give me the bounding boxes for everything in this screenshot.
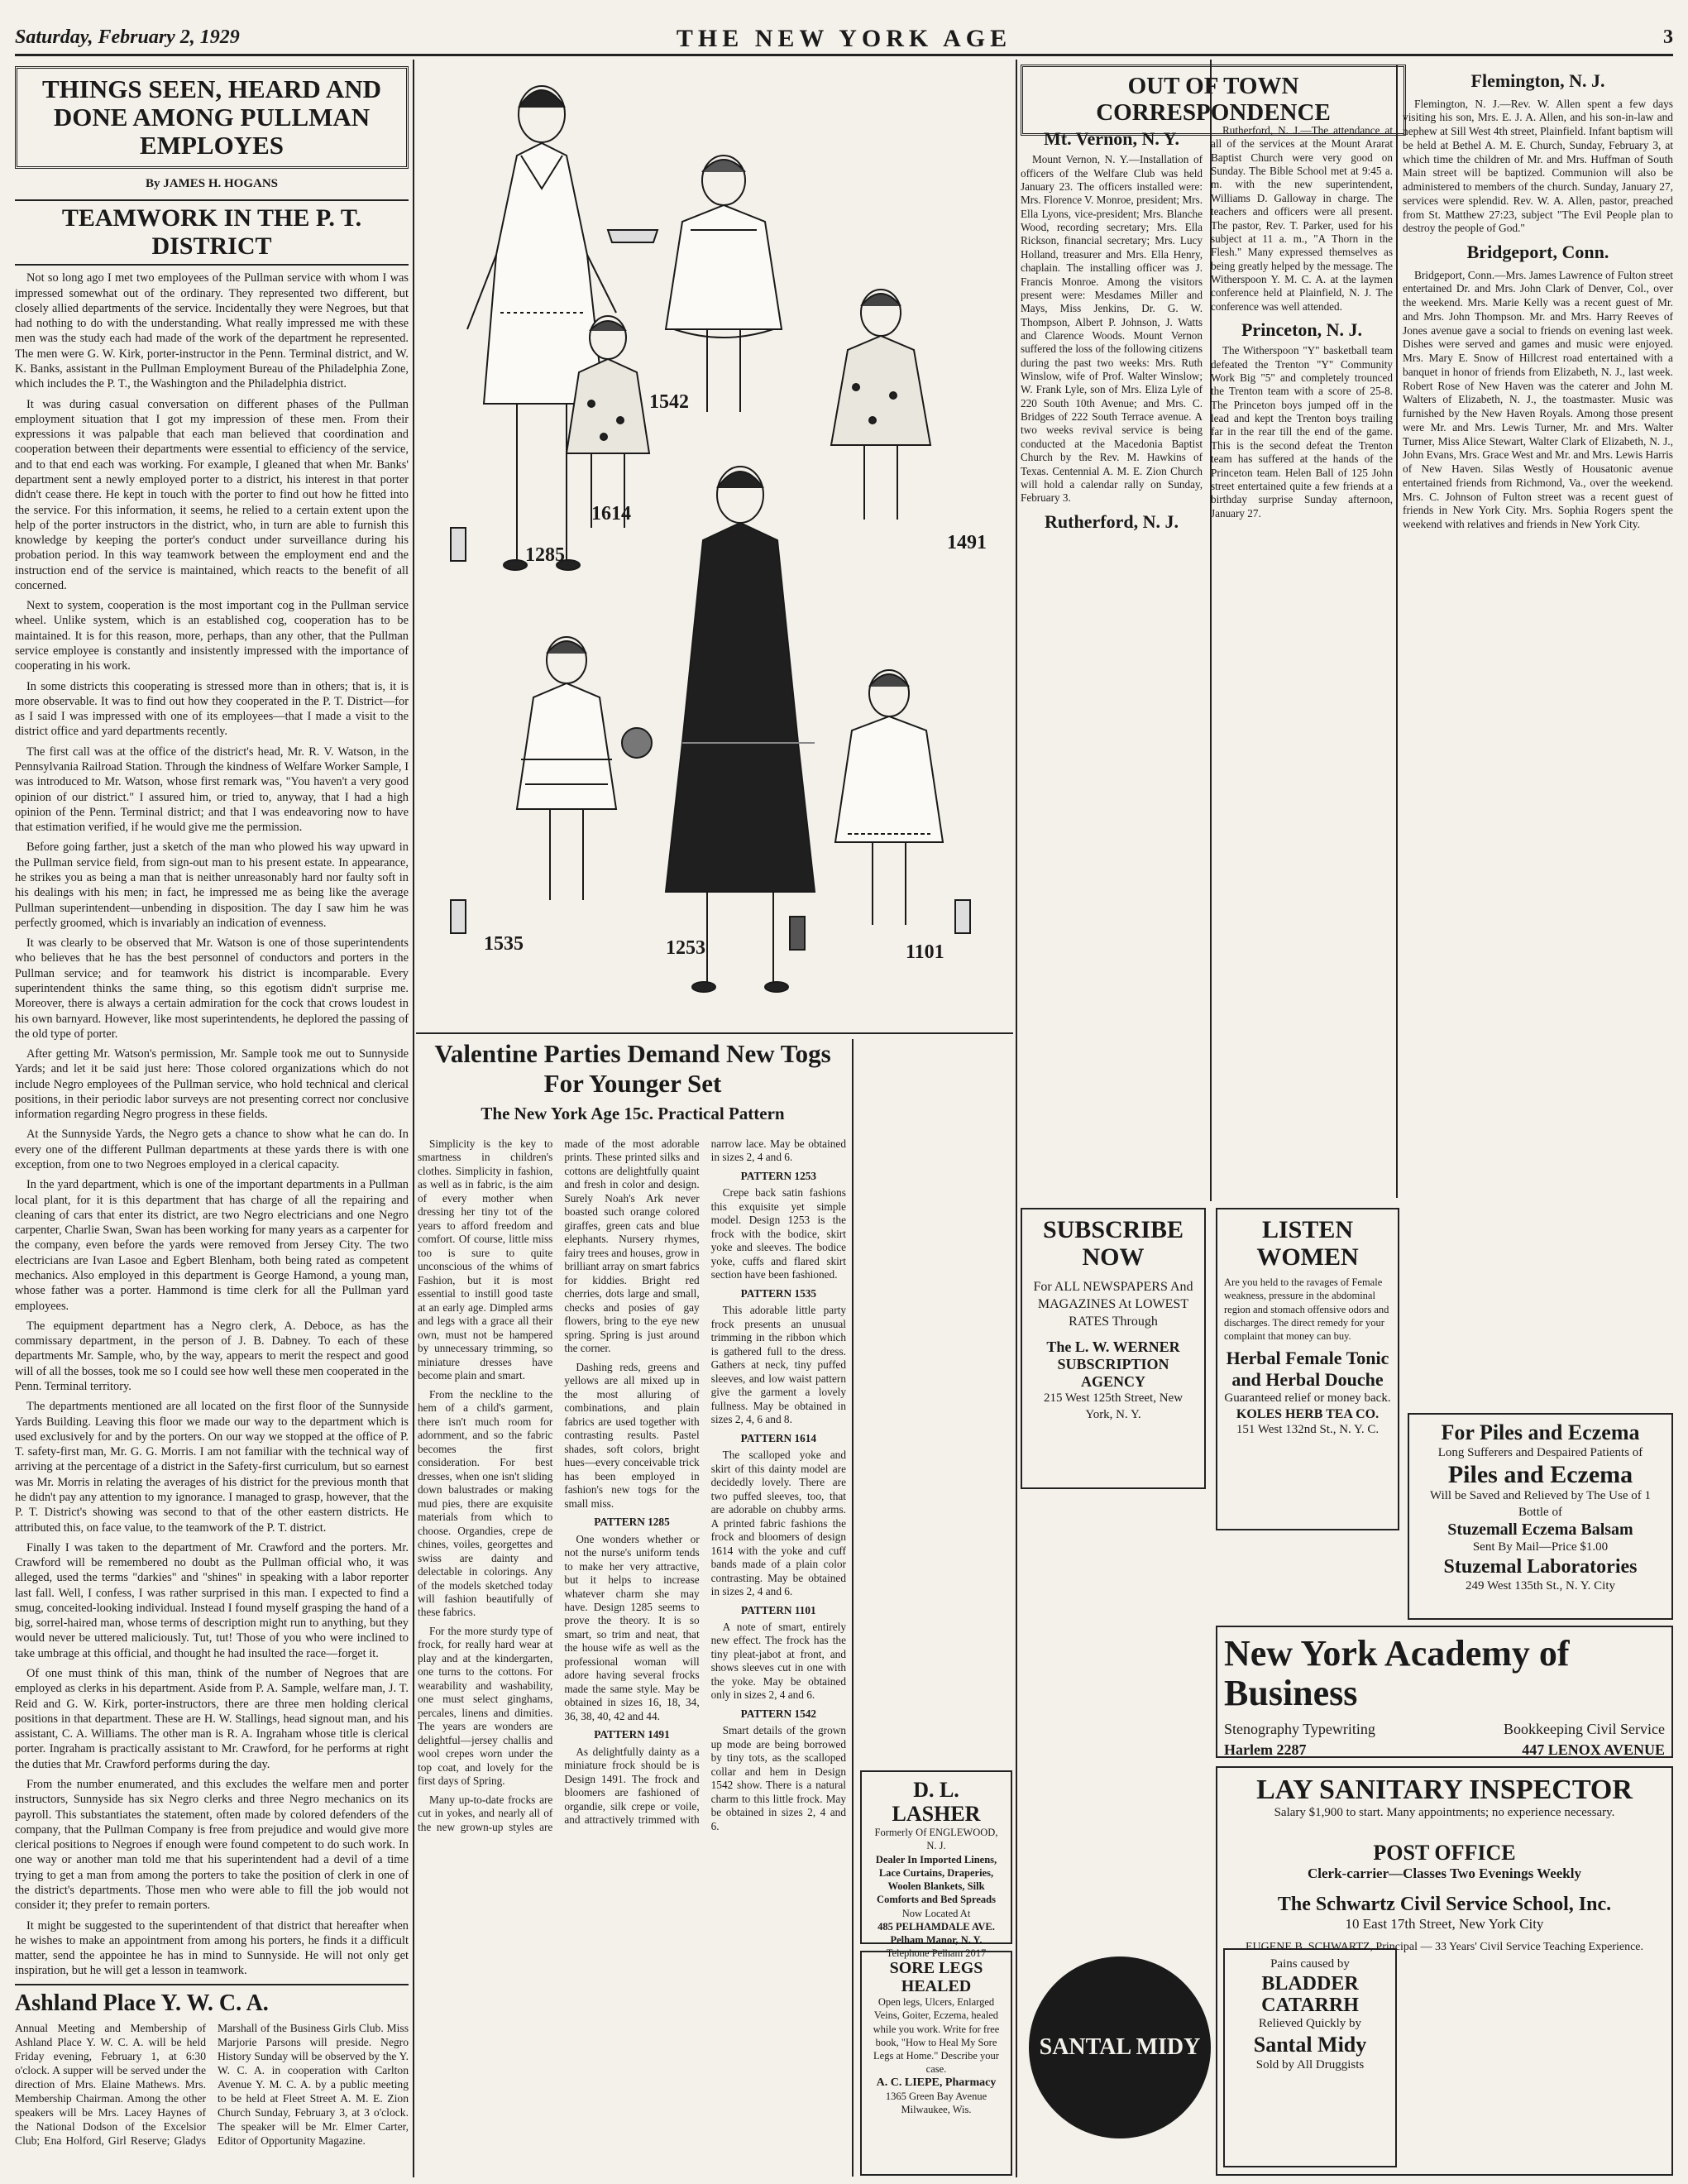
listen-product: Herbal Female Tonic and Herbal Douche xyxy=(1226,1348,1389,1391)
fashion-illustration xyxy=(418,65,1011,1028)
paragraph: Simplicity is the key to smartness in children's clothes. Simplicity in fashion, as well as in fabric, is the aim of every mother when dressing her tiny tot of the years to afford freedom and comfort. Of course, little miss too is sure to quite unconscious of the whims of Fashion, but it is most essential to instill good taste at an early age. Dimpled arms and legs with a grace all their own, must not be hampered by unnecessary trimming, so miniature dresses have become plain and smart. xyxy=(418,1138,553,1382)
pattern-heading: PATTERN 1614 xyxy=(740,1431,817,1444)
listen-note: Guaranteed relief or money back. xyxy=(1224,1391,1391,1406)
lasher-body: Dealer In Imported Linens, Lace Curtains, Draperies, Woolen Blankets, Silk Comforts and Bed Spreads xyxy=(875,1853,997,1906)
figure-1101-child xyxy=(835,670,943,925)
santal-product: Santal Midy xyxy=(1253,2032,1367,2057)
ywca-title: Ashland Place Y. W. C. A. xyxy=(15,1990,269,2016)
place-heading: Princeton, N. J. xyxy=(1241,319,1363,341)
paragraph: The first call was at the office of the district's head, Mr. R. V. Watson, in the Pennsylvania Railroad Station. Through the kindness of Welfare Worker Sample, I was introduced to Mr. Watson, whose first remark was, "You haven't a very good opinion of our district." I assured him, or tried to, anyway, that I had a high opinion of the Penn. Terminal district; and that I was endeavoring now to have that estimation verified, if he would give me the permission. xyxy=(15,745,409,835)
place-heading: Flemington, N. J. xyxy=(1470,70,1605,91)
academy-left: Stenography Typewriting xyxy=(1224,1720,1375,1737)
academy-title: New York Academy of Business xyxy=(1224,1633,1570,1714)
paragraph: Finally I was taken to the department of Mr. Crawford and the porters. Mr. Crawford will be remembered no doubt as the Pullman official who, it was alleged, used the terms "darkies" and "shines" in speaking with a labor reporter last fall. Well, I confess, I was rather surprised in this man. I expected to find a smug, conceited-looking individual. Instead I found myself grasping the hand of a big, sorrel-haired man, whose terms of description might run to anything, but they would never be uttered maliciously. Tut, tut! Those of you who were inclined to take umbrage at this official, and thought he had insulted the race—forget it. xyxy=(15,1540,409,1660)
fashion-figures-drawing xyxy=(418,65,1011,1028)
paragraph: In some districts this cooperating is stressed more than in others; that is, it is more observable. It was to find out how they cooperated in the P. T. District—for as I said I was impressed with one of its employees—that I made a visit to the district office and yard departments recently. xyxy=(15,679,409,739)
academy-phone: Harlem 2287 xyxy=(1224,1741,1307,1758)
postoffice-school: The Schwartz Civil Service School, Inc. xyxy=(1277,1893,1612,1915)
fashion-title-line2: For Younger Set xyxy=(543,1069,722,1098)
pattern-number-label: 1542 xyxy=(649,391,689,413)
pattern-heading: PATTERN 1542 xyxy=(740,1707,817,1720)
paragraph: One wonders whether or not the nurse's uniform tends to make her very attractive, but it helps to increase whatever charm she may have. Design 1285 seems to prove the theory. It is so smart, so trim and neat, that the house wife as well as the professional woman will adore having several frocks made the same style. May be obtained in sizes 16, 18, 34, 36, 38, 40, 42 and 44. xyxy=(564,1532,700,1722)
paragraph: Not so long ago I met two employees of the Pullman service with whom I was impressed somewhat out of the ordinary. They represented two different, but closely allied departments of the service. Incidentally they were Negroes, but that had nothing to do with the understanding. What really impressed me with these men was the study each had made of the work of the department he represented. The men were G. W. Kirk, porter-instructor in the Penn. Terminal district, and W. K. Banks, assistant in the Pullman Employment Bureau of the Philadelphia Zone, which includes the P. T., the Washington and the Philadelphia district. xyxy=(15,271,409,391)
pattern-heading: PATTERN 1101 xyxy=(740,1603,816,1616)
academy-contact xyxy=(1224,1741,1665,1759)
listen-body: Are you held to the ravages of Female weakness, pressure in the abdominal region and stomach offensive odors and discharges. The direct remedy for your complaint that money can buy. xyxy=(1224,1276,1389,1342)
santal-main: BLADDER CATARRH xyxy=(1261,1972,1359,2016)
pattern-number-label: 1491 xyxy=(947,532,987,553)
piles-title: For Piles and Eczema xyxy=(1441,1420,1640,1444)
paragraph: For the more sturdy type of frock, for really hard wear at play and at the kindergarten, one turns to the cottons. For wearability and washability, one must select ginghams, percales, linens and dimities. The years are wonders are delightful—jersey challis and wool crepes worn under the top coat, and lovely for the first days of Spring. xyxy=(418,1624,553,1788)
piles-eczema-ad xyxy=(1408,1413,1673,1620)
listen-title: LISTEN WOMEN xyxy=(1256,1216,1359,1271)
pattern-heading: PATTERN 1535 xyxy=(740,1286,817,1300)
subscribe-address: 215 West 125th Street, New York, N. Y. xyxy=(1043,1391,1184,1421)
santal-note: Sold by All Druggists xyxy=(1255,2057,1365,2071)
paragraph: A note of smart, entirely new effect. The frock has the tiny pleat-jabot at front, and shows sleeves cut in one with the yoke. May be obtained only in sizes 2, 4 and 6. xyxy=(710,1620,846,1702)
subscribe-ad xyxy=(1021,1208,1206,1489)
pullman-title: THINGS SEEN, HEARD AND DONE AMONG PULLMAN EMPLOYES xyxy=(15,66,409,169)
column-rule xyxy=(1016,60,1017,2177)
postoffice-principal: EUGENE B. SCHWARTZ, Principal — 33 Years' Civil Service Teaching Experience. xyxy=(1245,1941,1644,1954)
paragraph: As delightfully dainty as a miniature frock should be is Design 1491. The frock and bloomers are fashioned of organdie, silk crepe or voile, and attractively trimmed with narrow lace. May be obtained in sizes 2, 4 and 6. xyxy=(564,1138,846,1827)
paragraph: Flemington, N. J.—Rev. W. Allen spent a few days visiting his son, Mrs. E. J. A. Allen, and his son-in-law and nephew at Sill West 4th street, Plainfield. Infant baptism will be held at Bethel A. M. E. Church, Sunday, February 3, at which time the children of Mr. and Mrs. Huffman of South Main street will be baptized. Communion will also be administered to members of the church. Sunday, January 27, services were splendid. Rev. W. A. Allen, pastor, preached from St. Matthew 27:23, subject "The Evil People plan to destroy the people of God." xyxy=(1403,97,1673,235)
piles-price: Sent By Mail—Price $1.00 xyxy=(1472,1540,1609,1554)
paragraph: At the Sunnyside Yards, the Negro gets a chance to show what he can do. In every one of the different Pullman departments at these yards there is with one exception, from one to two Negroes employed in a clerical capacity. xyxy=(15,1128,409,1172)
lasher-address: 485 PELHAMDALE AVE. Pelham Manor, N. Y. xyxy=(877,1920,995,1947)
piles-company: Stuzemal Laboratories xyxy=(1443,1555,1638,1578)
paragraph: It was clearly to be observed that Mr. Watson is one of those superintendents who believes that he has the best personnel of conductors and porters in the Pullman service; and for teamwork his district is incomparable. Every superintendent thinks the same thing, so this egotism didn't surprise me. Moreover, there is always a certain admiration for the cock that crows loudest in his own barnyard. However, like most superintendents, he deplored the passing of the old type of porter. xyxy=(15,936,409,1041)
paragraph: Rutherford, N. J.—The attendance at all of the services at the Mount Ararat Baptist Church were very good on Sunday. The Bible School met at 9:45 a. m. with the new superintendent, Williams D. Galloway in charge. The teachers and officers were all present. The pastor, Rev. T. Parker, used for his subject at 11 a. m., "A Thorn in the Flesh." Many expressed themselves as being greatly helped by the message. The Witherspoon Y. M. C. A. at the laymen conference held at Plainfield, N. J. The conference was well attended. xyxy=(1211,124,1393,313)
correspondence-title: OUT OF TOWN CORRESPONDENCE xyxy=(1021,65,1406,136)
figure-1491-child xyxy=(831,290,930,520)
fashion-body xyxy=(418,1138,846,2176)
subscribe-title: SUBSCRIBE NOW xyxy=(1042,1216,1184,1271)
paragraph: The equipment department has a Negro clerk, A. Deboce, as has the commissary department, in the person of J. B. Dabney. To each of these departments Mr. Sample, who, by the way, appears to merit the respect and good will of all the bosses, took me so I could see how well these men cooperated in the Penn. Terminal territory. xyxy=(15,1319,409,1393)
pattern-number-label: 1614 xyxy=(591,503,631,524)
inspector-body: Salary $1,900 to start. Many appointments; no experience necessary. xyxy=(1274,1806,1615,1820)
paragraph: It was during casual conversation on different phases of the Pullman employment situation that I got my impression of these men. From their expressions it was palpable that each man believed that coordination and cooperation between their departments were essential to efficiency of the service, and to that end each was working. For example, I gleaned that when Mr. Banks' department sent a newly employed porter to a district, his interest in that porter didn't cease there. He kept in touch with the porter to find out how he fitted into the service. For this information, it seems, he relied to a certain extent upon the help of the porter instructors in the district, who, in turn are able to furnish this knowledge by keeping the porter's conduct under surveillance during his probation period. In this way teamwork between the employment end and the instruction end of the service is maintained, which reacts to the benefit of all concerned. xyxy=(15,397,409,592)
fashion-subtitle: The New York Age 15c. Practical Pattern xyxy=(481,1104,785,1123)
piles-product: Stuzemall Eczema Balsam xyxy=(1447,1521,1633,1540)
santal-text2: Relieved Quickly by xyxy=(1258,2017,1362,2031)
pattern-heading: PATTERN 1253 xyxy=(740,1169,817,1182)
postoffice-title: POST OFFICE xyxy=(1373,1840,1516,1865)
paragraph: The departments mentioned are all located on the first floor of the Sunnyside Yards Building. Leaving this floor we made our way to the department which is used exclusively for and by the porters. On our way we stopped at the office of P. T. safety-first man, Mr. G. G. Morris. I am not familiar with the technical way of arriving at the percentage of a district in the Safety-first curriculum, but so earnest was Mr. Morris in relating the averages of his district for the previous month that he didn't pay any attention to my ignorance. I managed to grasp, however, that the P. T. District's showing was second to that of the other eastern districts. He attributed this, on face value, to the teamwork of the P. T. district. xyxy=(15,1400,409,1535)
section-rule xyxy=(416,1032,1013,1034)
santal-text1: Pains caused by xyxy=(1270,1957,1350,1971)
pattern-number-label: 1535 xyxy=(484,933,524,955)
paragraph: Mount Vernon, N. Y.—Installation of officers of the Welfare Club was held January 23. The officers installed were: Mrs. Florence V. Monroe, president; Mrs. Ella Lyons, vice-president; Mrs. Blanche Wood, recording secretary; Mrs. Ella Rickson, financial secretary; Mrs. Lucy Holland, treasurer and Mrs. Ella Henry, chaplain. The installing officer was J. Francis Monroe. Among the visitors present were: Mesdames Miller and Mays, Miss Jenkins, Dr. G. W. Thompson, Albert P. Johnson, J. Watts and Clarence Woods. Mount Vernon suffered the loss of the following citizens during the past two weeks: Mrs. Ruth Winslow, wife of Prof. Walter Winslow; W. Frank Lyle, son of Mrs. Eliza Lyle of 220 South 10th Avenue; and Mrs. C. Bridges of 222 South Terrace avenue. A two weeks revival service is being conducted at the Macedonia Baptist Church by the Rev. M. Hawkins of Texas. Centennial A. M. E. Zion Church will hold a calendar rally on Sunday, February 3. xyxy=(1021,153,1203,505)
figure-1542-child xyxy=(666,156,782,412)
correspondence-col-4 xyxy=(1403,65,1673,1198)
academy-ad xyxy=(1216,1626,1673,1758)
paragraph: Bridgeport, Conn.—Mrs. James Lawrence of Fulton street entertained Dr. and Mrs. John Clark of Denver, Col., over the weekend. Mrs. Marie Kelly was a recent guest of Mr. and Mrs. John Thompson. Mr. and Mrs. Harry Reeves of Jones avenue gave a social to friends on evening last week. Dishes were served and games and music were enjoyed. Mrs. Mary E. Snow of Hillcrest road entertained with a banquet in honor of friends from Elizabeth, N. J., last week. Robert Rose of New Haven was the caterer and John M. Walters of Elizabeth, N. J., the toastmaster. Music was furnished by the New Haven Royals. Among those present were Mr. and Mrs. Lewis Turner, Mr. and Mrs. Walter Turner, Miss Alice Stewart, Walter Clark of Elizabeth, N. J., John Evans, Mrs. Grace West and Mr. and Mrs. Lewis Harris of New Haven. Silas Westly of Housatonic avenue entertained friends from Richmond, Va., over the weekend. Mrs. C. Johnson of Fulton street was a recent guest of friends in New York City. Mrs. Sophia Rogers spent the weekend with relatives and friends in New York City. xyxy=(1403,268,1673,530)
paragraph: From the neckline to the hem of a child's garment, there isn't much room for adornment, and so the fabric becomes the first consideration. For best dresses, when one isn't sliding down balustrades or making mud pies, there are exquisite materials from which to choose. Organdies, crepe de chines, voiles, georgettes and swiss are dainty and delectable in colorings. Any of the models sketched today will fashion beautifully of these fabrics. xyxy=(418,1387,553,1619)
lasher-ad xyxy=(860,1770,1012,1960)
santal-seal xyxy=(1029,1956,1211,2138)
academy-right: Bookkeeping Civil Service xyxy=(1504,1720,1665,1737)
place-heading: Mt. Vernon, N. Y. xyxy=(1043,128,1179,149)
inspector-title: LAY SANITARY INSPECTOR xyxy=(1256,1774,1633,1805)
paper-name: THE NEW YORK AGE xyxy=(676,25,1012,52)
postoffice-body: Clerk-carrier—Classes Two Evenings Weekly xyxy=(1307,1866,1581,1882)
pullman-article xyxy=(15,66,409,1977)
sore-legs-ad xyxy=(860,1951,1012,2176)
paragraph: It might be suggested to the superintendent of that district that hereafter when he wishes to make an appointment from among his porters, he finds it a difficult matter, send the appointee he has in mind to Sunnyside. He will not only get inspiration, but he will get a lesson in teamwork. xyxy=(15,1918,409,1978)
paragraph: The Witherspoon "Y" basketball team defeated the Trenton "Y" Community Work Big "5" and completely trounced the Trenton team with a score of 25-8. The Princeton boys jumped off in the lead and kept the Trenton boys trailing far in the rear till the end of the game. This is the second defeat the Trenton team has suffered at the hands of the Princeton team. Helen Ball of 125 John street entertained quite a few friends at a birthday surprise Sunday afternoon, January 27. xyxy=(1211,344,1393,520)
lasher-sub: Formerly Of ENGLEWOOD, N. J. xyxy=(874,1827,998,1852)
piles-address: 249 West 135th St., N. Y. City xyxy=(1465,1578,1616,1592)
listen-address: 151 West 132nd St., N. Y. C. xyxy=(1236,1422,1380,1436)
piles-body-2: Will be Saved and Relieved by The Use of 1 Bottle of xyxy=(1430,1489,1651,1519)
fashion-title: Valentine Parties Demand New Togs xyxy=(434,1039,831,1068)
paragraph: Smart details of the grown up mode are being borrowed by tiny tots, as the scalloped collar and hem in Design 1542 show. There is a natural charm to this little frock. May be obtained in sizes 2, 4 and 6. xyxy=(710,1724,846,1832)
piles-main: Piles and Eczema xyxy=(1447,1461,1633,1489)
pattern-heading: PATTERN 1285 xyxy=(594,1516,670,1529)
paragraph: Before going farther, just a sketch of the man who plowed his way upward in the Pullman service field, from sign-out man to his present estate. In appearance, he strikes you as being a man that is neither unreasonably hard nor faulty soft in his dealings with his men; in fact, he impressed me as being like the average Pullman superintendent—unbending in disposition. The day I saw him he was perfectly groomed, which is invariably an indication of evenness. xyxy=(15,841,409,930)
column-rule xyxy=(1396,65,1398,1198)
paragraph: From the number enumerated, and this excludes the welfare men and porter instructors, Sunnyside has six Negro clerks and three Negro mechanics on its payroll. This substantiates the statement, often made by colored defenders of the company, that the Pullman Company is free from prejudice and would give more clerical positions to Negroes if enough were found competent to do such work. In one way or another man told me that his superintendent had a devil of a time trying to get a man from among the porters to take the position of clerk in one of the district's departments. Those men who were able to fill the job would not consider it; they prefer to remain porters. xyxy=(15,1778,409,1913)
place-heading: Bridgeport, Conn. xyxy=(1466,242,1609,262)
piles-body: Long Sufferers and Despaired Patients of xyxy=(1437,1445,1643,1459)
lasher-note: Now Located At xyxy=(901,1907,971,1919)
page-number: 3 xyxy=(1663,26,1673,48)
pullman-body xyxy=(15,271,409,1978)
paragraph: After getting Mr. Watson's permission, Mr. Sample took me out to Sunnyside Yards; and let it be said just here: Those colored organizations which do not include Negro employees of the Pullman service, who hold technical and clerical positions, in their periodic labor surveys are not presenting correct nor conclusive information regarding Negro progress in these fields. xyxy=(15,1047,409,1122)
paragraph: Next to system, cooperation is the most important cog in the Pullman service wheel. Unlike system, which is an established cog, cooperation has to be maintained. It is for this reason, more, perhaps, than any other, that the Pullman service employee is constantly and insistently impressed with the importance of cooperating in his work. xyxy=(15,599,409,673)
column-rule xyxy=(413,60,414,2177)
ywca-body: Annual Meeting and Membership of Ashland Place Y. W. C. A. will be held Friday evening, February 1, at 6:30 o'clock. A supper will be served under the direction of Mrs. Elaine Mathews. Mrs. Membership Chairman. Among the other speakers will be Mrs. Lacey Haynes of the National Dodson of the Excelsior Club; Ena Holford, Girl Reserve; Gladys Marshall of the Business Girls Club. Miss Marjorie Parsons will preside. Negro History Sunday will be observed by the Y. W. C. A. in cooperation with Carlton Avenue Y. M. C. A. by a public meeting to be held at Fleet Street A. M. E. Zion Church Sunday, February 3, at 3 o'clock. The speaker will be Mr. Elmer Carter, Editor of Opportunity Magazine. xyxy=(15,2022,409,2147)
pattern-number-label: 1101 xyxy=(906,941,944,963)
paragraph: In the yard department, which is one of the important departments in a Pullman local plant, for it is this department that has charge of all the repairing and cleaning of cars that enter its district, are two Negro electricians and one Negro carpenter, Charlie Swan, Swan has been working for many years as a carpenter for the company, even before the yards were removed from Jersey City. The two electricians are Ivan Lasoe and Egbert Blenham, both being rated as competent mechanics. Also employed in this department is George Hamond, a young man, whose father was a porter. Hammond is time clerk for all the Pullman yard employees. xyxy=(15,1178,409,1313)
pattern-number-label: 1285 xyxy=(525,544,565,566)
paragraph: The scalloped yoke and skirt of this dainty model are decidedly lovely. There are two puffed sleeves, too, that are adorable on chubby arms. A printed fabric fashions the frock and bloomers of design 1614 with the yoke and cuff bands made of a plain color contrasting. May be obtained in sizes 2, 4 and 6. xyxy=(710,1449,846,1598)
paragraph: Of one must think of this man, think of the number of Negroes that are employed as clerks in his department. Aside from P. A. Sample, welfare man, J. T. Reid and G. W. Kirk, porter-instructors, there are three men holding clerical positions in that department. These are H. W. Stallings, head signout man, and his assistant, C. A. Williams. The other man is R. A. Ingraham whose title is clerical porter. Ingraham is practically assistant to Mr. Crawford, for he performs at right the duties that Mr. Crawford performs during the day. xyxy=(15,1667,409,1771)
masthead xyxy=(15,23,1673,56)
figure-1253-woman xyxy=(666,467,815,992)
postoffice-address: 10 East 17th Street, New York City xyxy=(1345,1915,1544,1932)
subscribe-body: For ALL NEWSPAPERS And MAGAZINES At LOWEST RATES Through xyxy=(1033,1280,1193,1329)
correspondence-body xyxy=(1021,124,1393,1200)
place-heading: Rutherford, N. J. xyxy=(1045,510,1179,532)
paragraph: Dashing reds, greens and yellows are all mixed up in the most alluring of combinations, and plain fabrics are used together with contrasting results. Pastel shades, soft colors, bright hues—every conceivable trick has been employed in fashion's new togs for the small miss. xyxy=(564,1360,700,1510)
listen-women-ad xyxy=(1216,1208,1399,1530)
listen-company: KOLES HERB TEA CO. xyxy=(1236,1406,1380,1421)
fashion-headline xyxy=(418,1039,848,1130)
pullman-byline: By JAMES H. HOGANS xyxy=(145,177,279,191)
pullman-subhead: TEAMWORK IN THE P. T. DISTRICT xyxy=(15,199,409,266)
issue-date: Saturday, February 2, 1929 xyxy=(15,26,240,48)
academy-address: 447 LENOX AVENUE xyxy=(1522,1741,1665,1758)
santal-seal-text: SANTAL MIDY xyxy=(1039,2034,1201,2060)
paragraph: Many up-to-date frocks are cut in yokes, and nearly all of the new grown-up styles are made of the most adorable prints. These printed silks and cottons are delightfully quaint and fresh in color and design. Surely Noah's Ark never boasted such orange colored giraffes, green cats and blue elephants. Nursery rhymes, fairy trees and houses, grow in brilliant array on smart fabrics for kiddies. Bright red cherries, dots large and small, checks and posies of gay flowers, bring to the eye new spring. Spring is just around the corner. xyxy=(418,1138,700,1833)
figure-1535-child xyxy=(517,637,652,900)
lasher-phone: Telephone Pelham 2017 xyxy=(886,1947,987,1960)
pattern-heading: PATTERN 1491 xyxy=(594,1728,670,1741)
paragraph: This adorable little party frock presents an unusual trimming in the ribbon which is gathered full to the dress. Gathers at neck, tiny puffed sleeves, and low waist pattern give the garment a lovely fullness. May be obtained in sizes 2, 4, 6 and 8. xyxy=(710,1304,846,1426)
lasher-title: D. L. LASHER xyxy=(892,1778,981,1826)
sorelegs-company: A. C. LIEPE, Pharmacy xyxy=(876,2076,997,2089)
sorelegs-address: 1365 Green Bay Avenue Milwaukee, Wis. xyxy=(885,2090,987,2115)
paragraph: Crepe back satin fashions this exquisite yet simple model. Design 1253 is the frock with the bodice, skirt yoke and sleeves. The bodice yoke, cuffs and flared skirt section have been fashioned. xyxy=(710,1186,846,1281)
civil-service-ad xyxy=(1216,1766,1673,2176)
ywca-article xyxy=(15,1984,409,2179)
subscribe-company: The L. W. WERNER SUBSCRIPTION AGENCY xyxy=(1046,1339,1180,1391)
academy-courses xyxy=(1224,1721,1665,1738)
sorelegs-body: Open legs, Ulcers, Enlarged Veins, Goiter, Eczema, healed while you work. Write for free book, "How to Heal My Sore Legs at Home." Describe your case. xyxy=(873,1996,1000,2076)
sorelegs-title: SORE LEGS HEALED xyxy=(889,1959,983,1995)
pattern-number-label: 1253 xyxy=(666,937,705,959)
column-rule xyxy=(852,1039,854,2177)
